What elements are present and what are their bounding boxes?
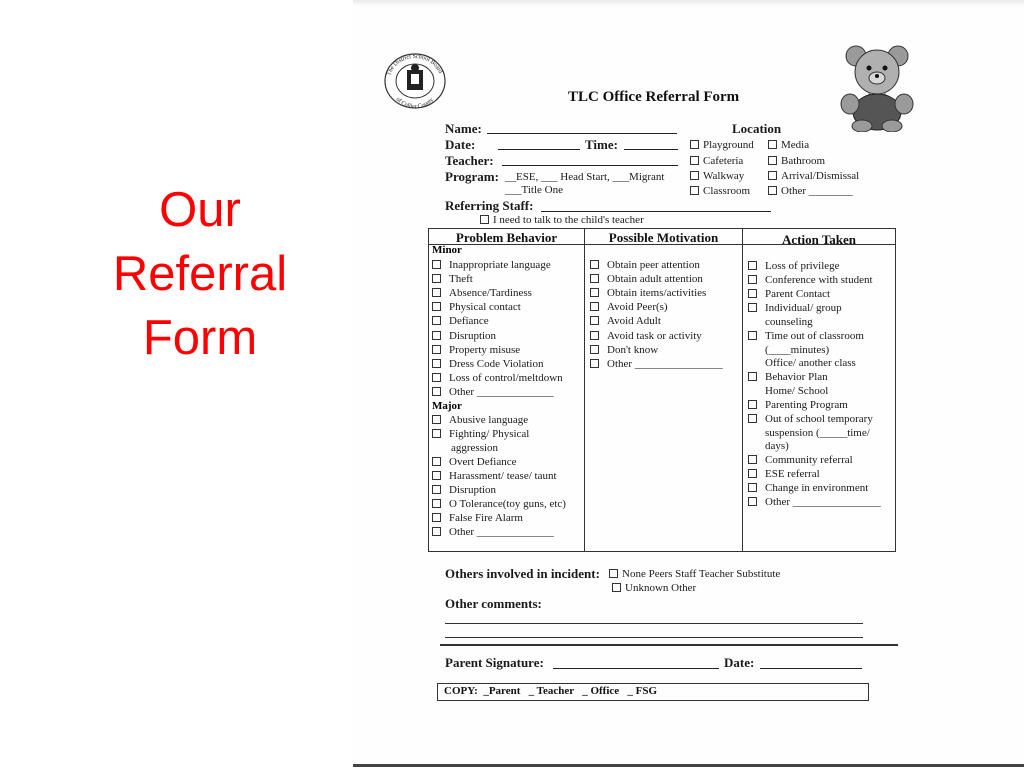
action-community-referral[interactable]: Community referral — [748, 454, 853, 467]
major-false-fire-alarm[interactable]: False Fire Alarm — [432, 512, 523, 525]
svg-text:of Collier County: of Collier County — [394, 96, 436, 110]
minor-theft[interactable]: Theft — [432, 273, 473, 286]
talk-to-teacher-checkbox[interactable]: I need to talk to the child's teacher — [480, 214, 644, 226]
header-problem-behavior: Problem Behavior — [455, 230, 558, 245]
program-options[interactable]: __ESE, ___ Head Start, ___Migrant — [505, 171, 665, 183]
parent-signature-field[interactable] — [553, 656, 719, 674]
location-classroom[interactable]: Classroom — [690, 185, 750, 197]
teacher-label: Teacher: — [445, 153, 494, 168]
location-title: Location — [732, 121, 782, 136]
signature-date-label: Date: — [724, 655, 755, 670]
program-options-title-one[interactable]: ___Title One — [505, 184, 563, 196]
teacher-field[interactable] — [502, 153, 678, 171]
action-counseling-cont: counseling — [765, 316, 813, 328]
action-other[interactable]: Other ________________ — [748, 496, 881, 509]
minor-defiance[interactable]: Defiance — [432, 315, 489, 328]
slide-title-line-3: Form — [142, 311, 258, 365]
minor-label: Minor — [432, 244, 462, 256]
action-office-another-class: Office/ another class — [765, 357, 856, 369]
motivation-avoid-adult[interactable]: Avoid Adult — [590, 315, 661, 328]
motivation-other[interactable]: Other ________________ — [590, 358, 723, 371]
table-divider-2 — [742, 229, 743, 551]
slide-title — [80, 178, 320, 370]
action-out-of-school-suspension[interactable]: Out of school temporary — [748, 413, 873, 426]
location-other[interactable]: Other ________ — [768, 185, 853, 197]
slide-title-line-1: Our — [159, 183, 241, 237]
location-arrival-dismissal[interactable]: Arrival/Dismissal — [768, 170, 859, 182]
copy-distribution-box — [437, 683, 869, 701]
minor-inappropriate-language[interactable]: Inappropriate language — [432, 259, 551, 272]
action-home-school: Home/ School — [765, 385, 829, 397]
major-label: Major — [432, 400, 462, 412]
action-time-out-minutes: (____minutes) — [765, 344, 830, 356]
motivation-avoid-peers[interactable]: Avoid Peer(s) — [590, 301, 668, 314]
location-media[interactable]: Media — [768, 139, 809, 151]
action-behavior-plan[interactable]: Behavior Plan — [748, 371, 828, 384]
form-title: TLC Office Referral Form — [568, 89, 740, 105]
major-other[interactable]: Other ______________ — [432, 526, 554, 539]
referring-staff-label: Referring Staff: — [445, 198, 534, 213]
header-action-taken: Action Taken — [781, 232, 857, 247]
minor-disruption[interactable]: Disruption — [432, 330, 496, 343]
major-fighting-physical-cont: aggression — [451, 442, 499, 454]
motivation-adult-attention[interactable]: Obtain adult attention — [590, 273, 703, 286]
location-walkway[interactable]: Walkway — [690, 170, 744, 182]
other-comments-label: Other comments: — [445, 596, 542, 611]
others-involved-options[interactable]: None Peers Staff Teacher Substitute — [609, 568, 780, 580]
minor-other[interactable]: Other ______________ — [432, 386, 554, 399]
action-ese-referral[interactable]: ESE referral — [748, 468, 820, 481]
major-abusive-language[interactable]: Abusive language — [432, 414, 528, 427]
slide-title-line-2: Referral — [112, 247, 288, 301]
others-involved-label: Others involved in incident: — [445, 566, 600, 581]
name-label: Name: — [445, 121, 482, 136]
location-playground[interactable]: Playground — [690, 139, 754, 151]
minor-property-misuse[interactable]: Property misuse — [432, 344, 520, 357]
teddy-bear-icon — [838, 42, 916, 132]
header-possible-motivation: Possible Motivation — [608, 230, 719, 245]
action-change-in-environment[interactable]: Change in environment — [748, 482, 868, 495]
comment-line-2[interactable] — [445, 637, 863, 638]
action-individual-group[interactable]: Individual/ group — [748, 302, 842, 315]
action-loss-of-privilege[interactable]: Loss of privilege — [748, 260, 840, 273]
program-label: Program: — [445, 169, 499, 184]
action-parenting-program[interactable]: Parenting Program — [748, 399, 848, 412]
table-divider-1 — [584, 229, 585, 551]
motivation-avoid-task[interactable]: Avoid task or activity — [590, 330, 702, 343]
section-divider — [440, 644, 898, 646]
time-label: Time: — [585, 137, 618, 152]
major-disruption[interactable]: Disruption — [432, 484, 496, 497]
action-time-out[interactable]: Time out of classroom — [748, 330, 864, 343]
minor-loss-of-control[interactable]: Loss of control/meltdown — [432, 372, 563, 385]
major-fighting-physical[interactable]: Fighting/ Physical — [432, 428, 529, 441]
scan-top-edge — [353, 0, 1024, 6]
minor-dress-code-violation[interactable]: Dress Code Violation — [432, 358, 543, 371]
minor-physical-contact[interactable]: Physical contact — [432, 301, 521, 314]
comment-line-1[interactable] — [445, 623, 863, 624]
action-suspension-days: days) — [765, 440, 789, 452]
date-label: Date: — [445, 137, 476, 152]
school-board-seal-icon — [383, 52, 447, 110]
major-zero-tolerance[interactable]: O Tolerance(toy guns, etc) — [432, 498, 566, 511]
action-suspension-time: suspension (_____time/ — [765, 427, 870, 439]
svg-text:The District School Board: The District School Board — [386, 53, 444, 77]
motivation-items-activities[interactable]: Obtain items/activities — [590, 287, 706, 300]
signature-date-field[interactable] — [760, 656, 862, 674]
minor-absence-tardiness[interactable]: Absence/Tardiness — [432, 287, 532, 300]
action-conference-with-student[interactable]: Conference with student — [748, 274, 873, 287]
major-harassment[interactable]: Harassment/ tease/ taunt — [432, 470, 557, 483]
location-cafeteria[interactable]: Cafeteria — [690, 155, 743, 167]
others-involved-options-2[interactable]: Unknown Other — [612, 582, 696, 594]
copy-distribution-text: COPY: _Parent _ Teacher _ Office _ FSG — [444, 685, 658, 697]
action-parent-contact[interactable]: Parent Contact — [748, 288, 830, 301]
major-overt-defiance[interactable]: Overt Defiance — [432, 456, 517, 469]
motivation-peer-attention[interactable]: Obtain peer attention — [590, 259, 700, 272]
parent-signature-label: Parent Signature: — [445, 655, 544, 670]
motivation-dont-know[interactable]: Don't know — [590, 344, 658, 357]
scan-bottom-edge — [353, 764, 1024, 767]
location-bathroom[interactable]: Bathroom — [768, 155, 825, 167]
